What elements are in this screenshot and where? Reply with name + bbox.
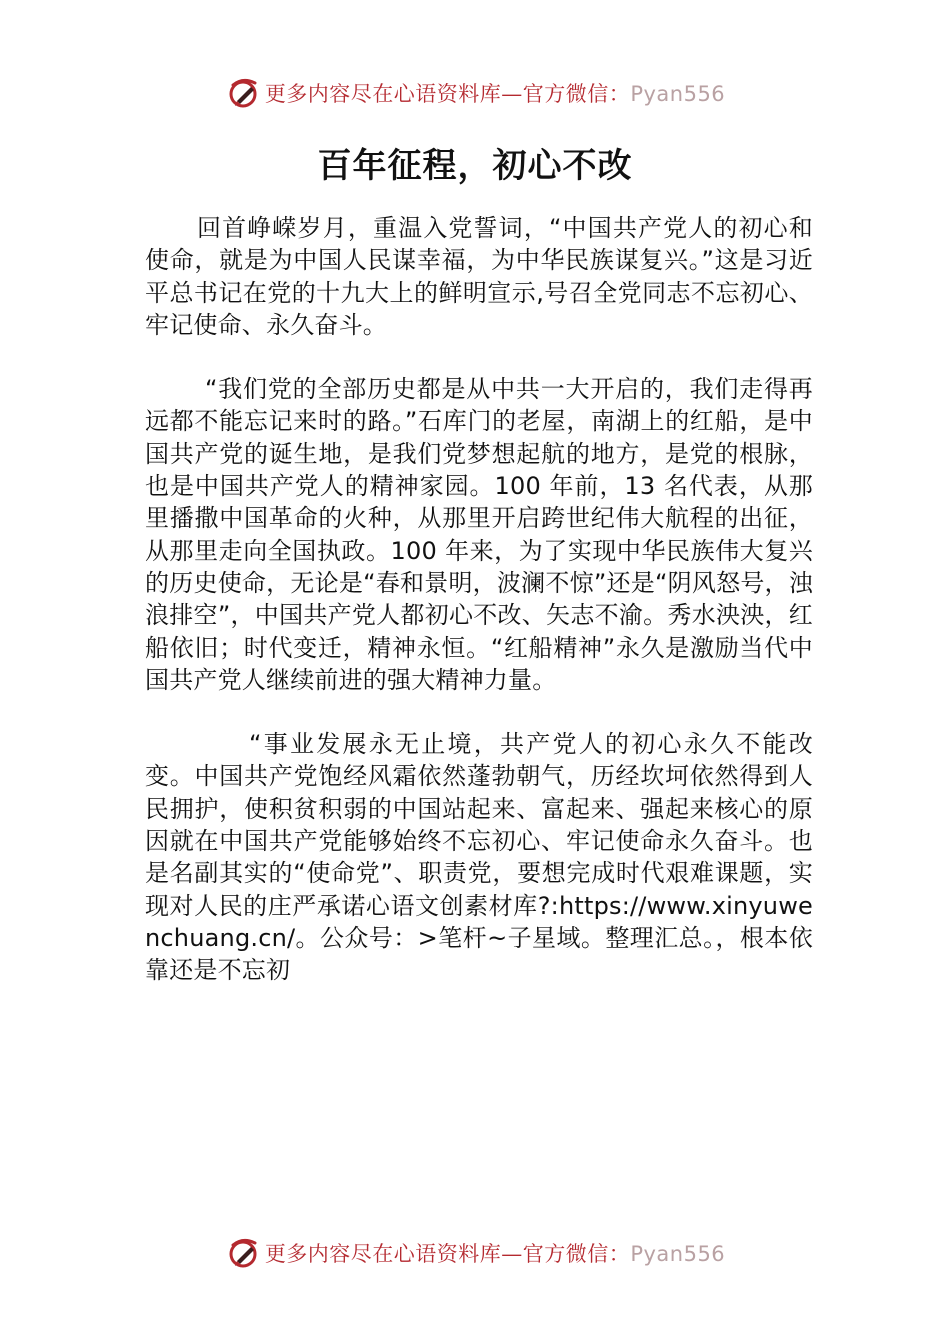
pen-swirl-logo-icon — [225, 75, 261, 111]
footer-wechat-id: Pyan556 — [630, 1242, 726, 1266]
paragraph-1: 回首峥嵘岁月，重温入党誓词，“中国共产党人的初心和使命，就是为中国人民谋幸福，为中华民族谋复兴。”这是习近平总书记在党的十九大上的鲜明宣示,号召全党同志不忘初心、牢记使命、永久奋斗。 — [145, 214, 813, 339]
header-banner-text — [265, 78, 725, 108]
footer-banner-label: 更多内容尽在心语资料库—官方微信： — [264, 1242, 631, 1266]
article-title: 百年征程，初心不改 — [317, 146, 633, 186]
paragraph-2: “我们党的全部历史都是从中共一大开启的，我们走得再远都不能忘记来时的路。”石库门的老屋，南湖上的红船，是中国共产党的诞生地，是我们党梦想起航的地方，是党的根脉，也是中国共产党人的精神家园。100 年前，13 名代表，从那里播撒中国革命的火种，从那里开启跨世纪伟大航程的出征，从那里走向全国执政。100 年来，为了实现中华民族伟大复兴的历史使命，无论是“春和景明，波澜不惊”还是“阴风怒号，浊浪排空”，中国共产党人都初心不改、矢志不渝。秀水泱泱，红船依旧；时代变迁，精神永恒。“红船精神”永久是激励当代中国共产党人继续前进的强大精神力量。 — [145, 375, 813, 694]
footer-banner-text — [265, 1238, 725, 1268]
paragraph-3: “事业发展永无止境，共产党人的初心永久不能改变。中国共产党饱经风霜依然蓬勃朝气，历经坎坷依然得到人民拥护，使积贫积弱的中国站起来、富起来、强起来核心的原因就在中国共产党能够始终不忘初心、牢记使命永久奋斗。也是名副其实的“使命党”、职责党，要想完成时代艰难课题，实现对人民的庄严承诺心语文创素材库?:https://www.xinyuwenchuang.cn/。公众号：>笔杆~子星域。整理汇总。，根本依靠还是不忘初 — [145, 730, 813, 985]
article-body — [145, 212, 813, 1019]
footer-banner — [0, 1231, 950, 1275]
header-banner — [0, 71, 950, 115]
header-wechat-id: Pyan556 — [630, 82, 726, 106]
pen-swirl-logo-icon — [225, 1235, 261, 1271]
header-banner-label: 更多内容尽在心语资料库—官方微信： — [264, 82, 631, 106]
